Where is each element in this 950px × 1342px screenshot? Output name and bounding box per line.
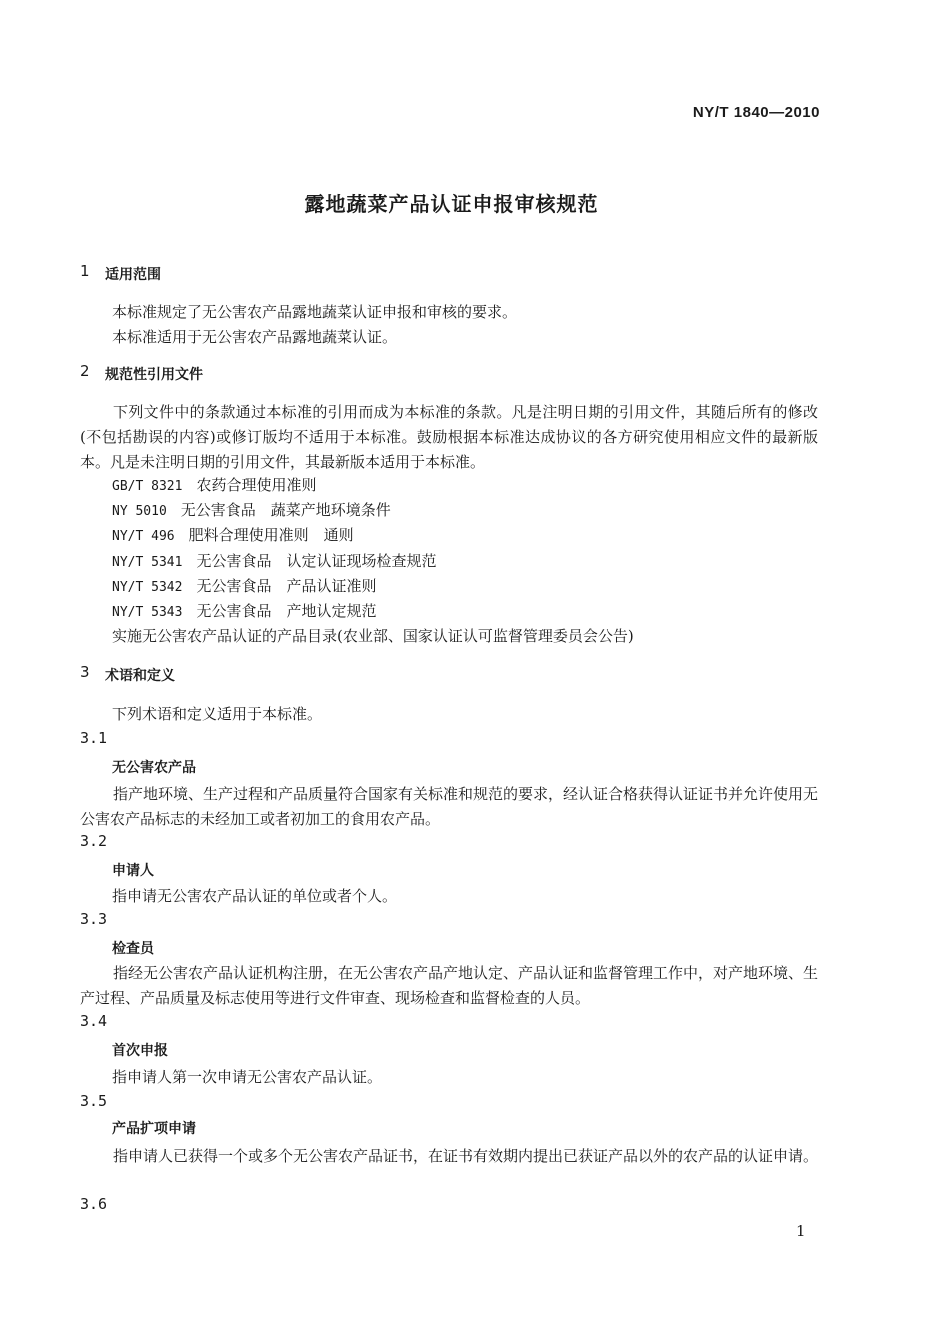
term-number: 3.4 (80, 1012, 108, 1030)
term-definition: 指产地环境、生产过程和产品质量符合国家有关标准和规范的要求，经认证合格获得认证证书并允许使用无公害农产品标志的未经加工或者初加工的食用农产品。 (80, 785, 819, 828)
reference-catalog: 实施无公害农产品认证的产品目录(农业部、国家认证认可监督管理委员会公告) (112, 627, 634, 645)
section-3-number: 3 (80, 663, 90, 681)
document-title: 露地蔬菜产品认证申报审核规范 (304, 192, 599, 216)
term-number: 3.1 (80, 729, 108, 747)
reference-item (112, 575, 376, 596)
reference-title: 无公害食品 蔬菜产地环境条件 (180, 501, 391, 519)
reference-title: 农药合理使用准则 (196, 476, 317, 494)
term-definition: 指经无公害农产品认证机构注册，在无公害农产品产地认定、产品认证和监督管理工作中，对产地环境、生产过程、产品质量及标志使用等进行文件审查、现场检查和监督检查的人员。 (80, 964, 819, 1007)
term-name: 产品扩项申请 (112, 1121, 196, 1137)
section-3-intro: 下列术语和定义适用于本标准。 (112, 705, 323, 723)
page-number: 1 (796, 1222, 806, 1240)
term-number: 3.3 (80, 910, 108, 928)
section-2-number: 2 (80, 362, 90, 380)
section-1-paragraph: 本标准适用于无公害农产品露地蔬菜认证。 (112, 328, 398, 346)
reference-code: NY/T 496 (112, 529, 175, 544)
reference-item (112, 600, 376, 621)
reference-item (112, 474, 316, 495)
reference-code: NY/T 5342 (112, 580, 183, 595)
term-number: 3.5 (80, 1092, 108, 1110)
standard-code: NY/T 1840—2010 (692, 104, 820, 121)
reference-title: 无公害食品 产地认定规范 (196, 602, 377, 620)
section-1-paragraph: 本标准规定了无公害农产品露地蔬菜认证申报和审核的要求。 (112, 303, 518, 321)
term-number: 3.2 (80, 832, 108, 850)
reference-code: NY 5010 (112, 504, 167, 519)
section-1-title: 适用范围 (105, 267, 161, 283)
term-number: 3.6 (80, 1195, 108, 1213)
reference-code: GB/T 8321 (112, 479, 183, 494)
section-2-intro: 下列文件中的条款通过本标准的引用而成为本标准的条款。凡是注明日期的引用文件，其随后所有的修改(不包括勘误的内容)或修订版均不适用于本标准。鼓励根据本标准达成协议的各方研究使用相应文件的最新版本。凡是未注明日期的引用文件，其最新版本适用于本标准。 (80, 403, 818, 471)
reference-title: 无公害食品 产品认证准则 (196, 577, 377, 595)
reference-code: NY/T 5341 (112, 555, 183, 570)
section-1-number: 1 (80, 262, 90, 280)
term-definition: 指申请人第一次申请无公害农产品认证。 (112, 1068, 383, 1086)
term-name: 无公害农产品 (112, 760, 196, 776)
section-3-title: 术语和定义 (105, 668, 175, 684)
reference-item (112, 499, 391, 520)
section-2-title: 规范性引用文件 (105, 367, 203, 383)
reference-code: NY/T 5343 (112, 605, 183, 620)
term-name: 首次申报 (112, 1043, 168, 1059)
term-definition: 指申请无公害农产品认证的单位或者个人。 (112, 887, 398, 905)
reference-title: 肥料合理使用准则 通则 (188, 526, 354, 544)
term-name: 检查员 (112, 941, 154, 957)
term-definition: 指申请人已获得一个或多个无公害农产品证书，在证书有效期内提出已获证产品以外的农产品的认证申请。 (113, 1147, 819, 1165)
reference-title: 无公害食品 认定认证现场检查规范 (196, 552, 437, 570)
term-name: 申请人 (112, 863, 154, 879)
reference-item (112, 550, 436, 571)
reference-item (112, 524, 354, 545)
